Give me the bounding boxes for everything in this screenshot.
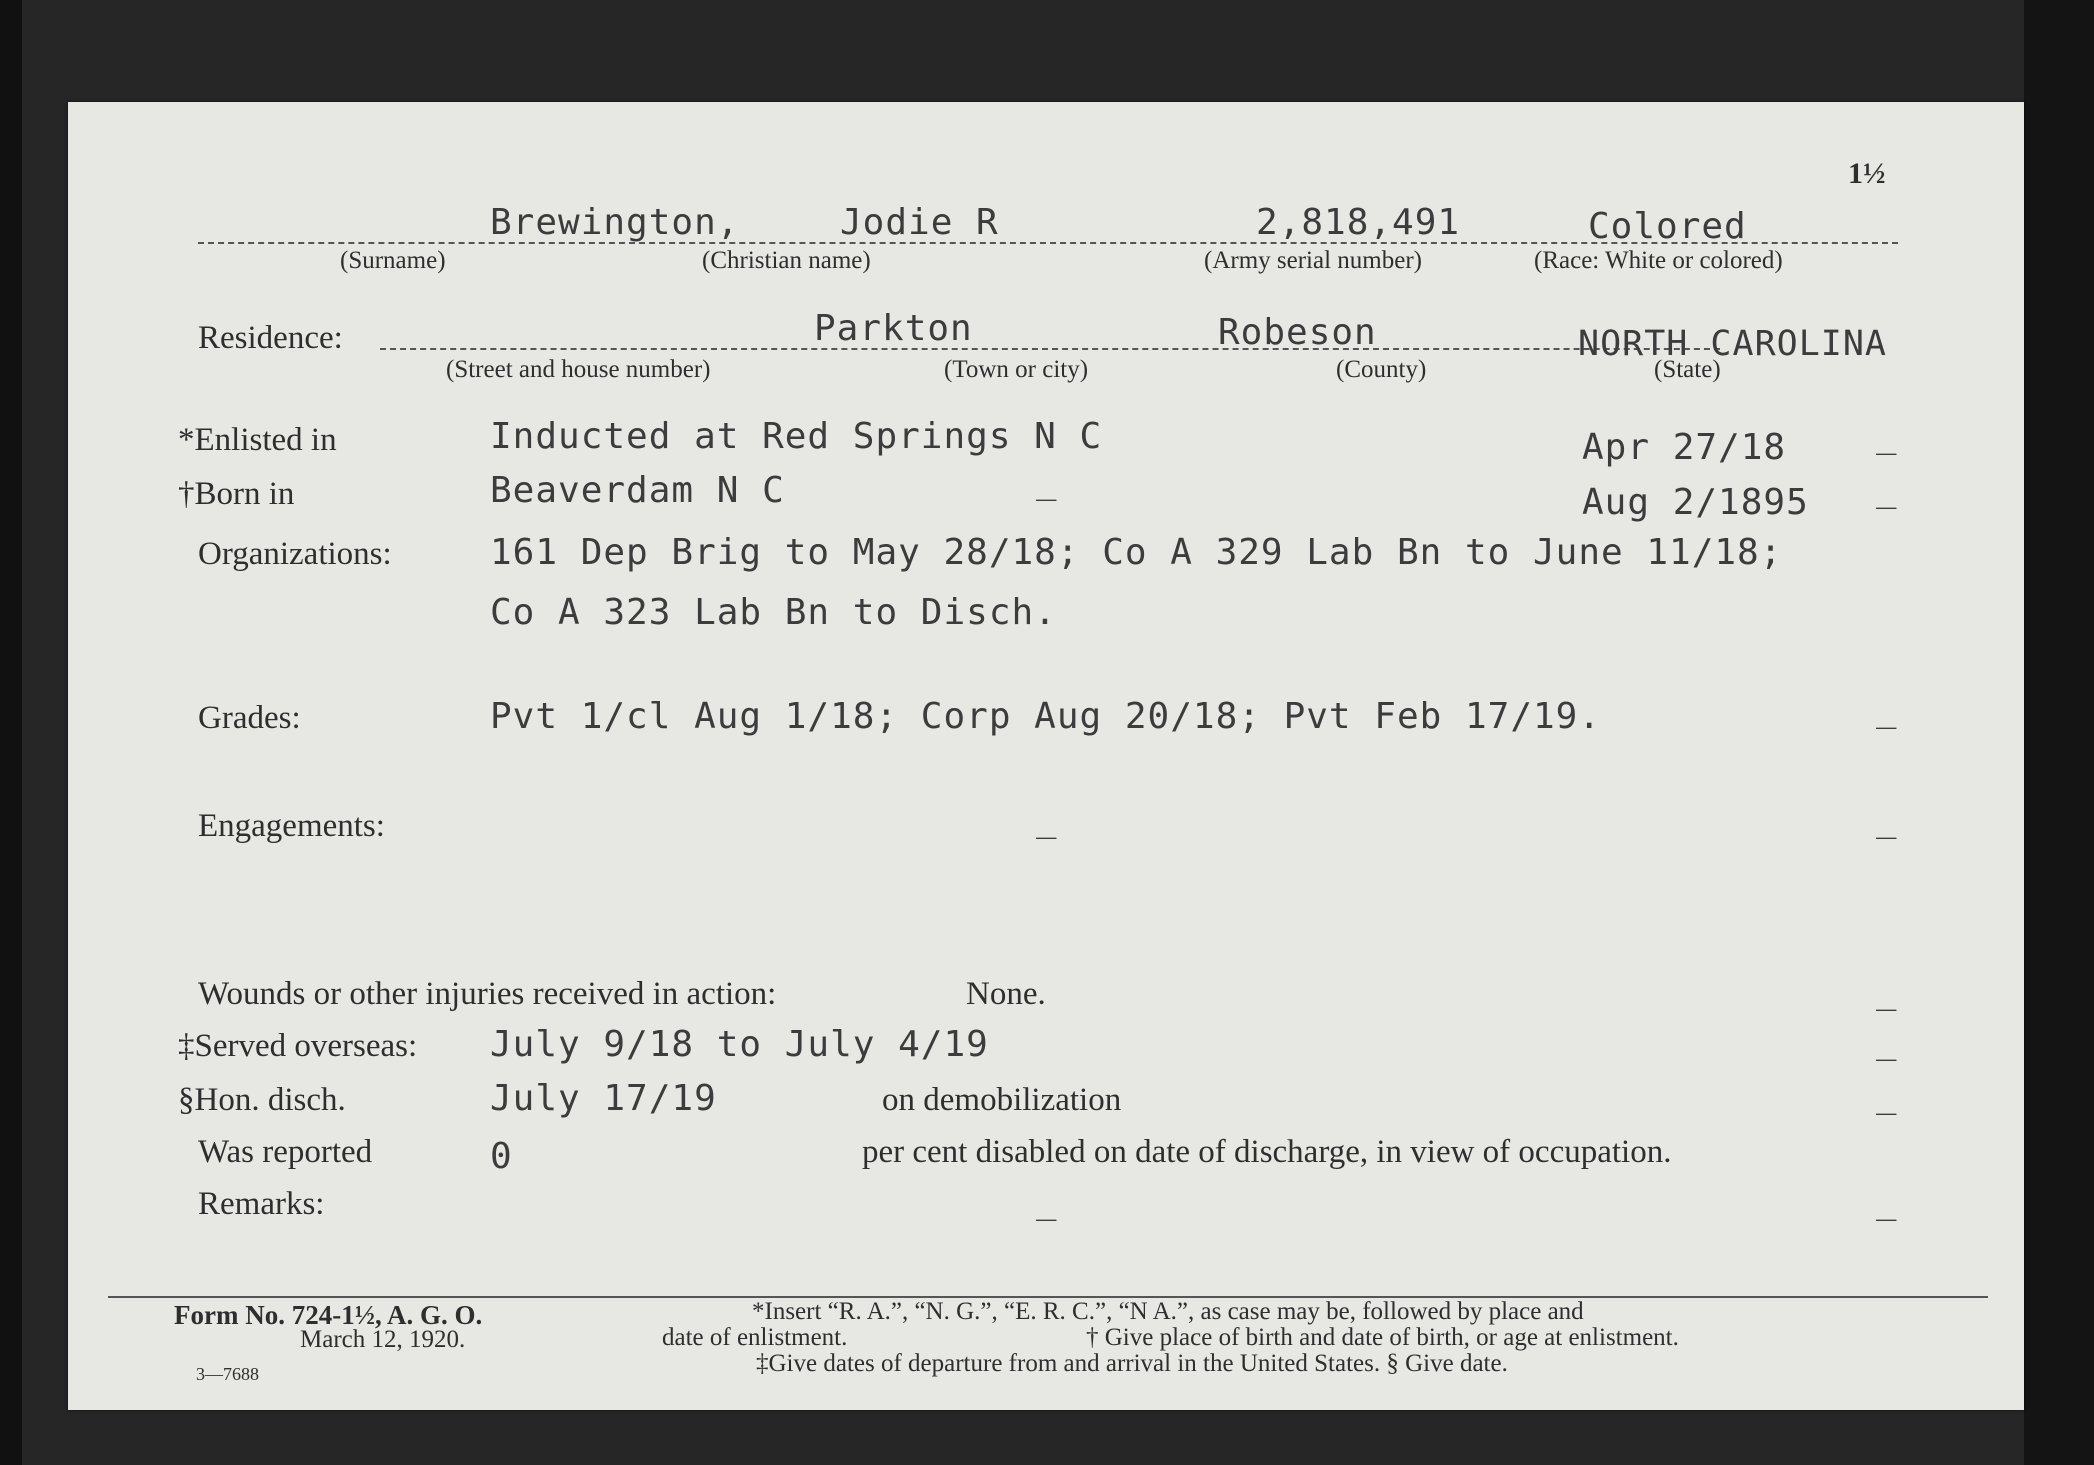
town-caption: (Town or city) [944,356,1089,383]
overseas-value: July 9/18 to July 4/19 [490,1024,989,1065]
race-value: Colored [1588,206,1747,247]
county-value: Robeson [1218,312,1377,353]
remarks-mid-dash: _ [1036,1182,1057,1222]
engagements-dash: _ [1876,800,1897,840]
organizations-line1: 161 Dep Brig to May 28/18; Co A 329 Lab Bn to June 11/18; [490,532,1783,573]
scan-edge-left [0,0,22,1465]
race-caption: (Race: White or colored) [1534,247,1783,274]
reported-label: Was reported [198,1134,373,1170]
footnote-overseas: ‡Give dates of departure from and arrival in the United States. § Give date. [756,1350,1508,1377]
born-place: Beaverdam N C [490,470,785,511]
grades-value: Pvt 1/cl Aug 1/18; Corp Aug 20/18; Pvt Feb 17/19. [490,696,1602,737]
discharge-reason: on demobilization [882,1082,1122,1118]
corner-number: 1½ [1848,157,1886,190]
discharge-dash: _ [1876,1076,1897,1116]
serial-number-value: 2,818,491 [1256,202,1461,243]
residence-rule [380,348,1720,350]
county-caption: (County) [1336,356,1427,383]
wounds-value: None. [966,976,1046,1012]
overseas-label: ‡Served overseas: [178,1028,418,1064]
organizations-line2: Co A 323 Lab Bn to Disch. [490,592,1057,633]
service-record-card [68,102,2024,1410]
grades-label: Grades: [198,700,301,736]
grades-dash: _ [1876,690,1897,730]
enlisted-place: Inducted at Red Springs N C [490,416,1103,457]
state-caption: (State) [1654,356,1721,383]
residence-label: Residence: [198,320,343,356]
engagements-mid-dash: _ [1036,800,1057,840]
discharge-label: §Hon. disch. [178,1082,346,1118]
wounds-label: Wounds or other injuries received in action: [198,976,777,1012]
born-label: †Born in [178,476,295,512]
enlisted-label: *Enlisted in [178,422,337,458]
enlisted-date: Apr 27/18 [1582,427,1787,468]
serial-number-caption: (Army serial number) [1204,247,1422,274]
surname-caption: (Surname) [340,247,446,274]
reported-text: per cent disabled on date of discharge, in view of occupation. [862,1134,1672,1170]
born-date: Aug 2/1895 [1582,482,1809,523]
street-caption: (Street and house number) [446,356,711,383]
identity-rule [198,242,1898,244]
born-dash: _ [1876,470,1897,510]
reported-value: 0 [490,1136,513,1177]
enlisted-dash: _ [1876,416,1897,456]
footnote-enlistment-date: date of enlistment. [662,1324,848,1351]
christian-name-caption: (Christian name) [702,247,871,274]
form-number: Form No. 724-1½, A. G. O. [174,1300,483,1330]
wounds-dash: _ [1876,972,1897,1012]
remarks-label: Remarks: [198,1186,325,1222]
scan-edge-right [2024,0,2094,1465]
surname-value: Brewington, [490,202,740,243]
overseas-dash: _ [1876,1022,1897,1062]
state-value: NORTH CAROLINA [1578,324,1888,364]
born-mid-dash: _ [1036,462,1057,502]
engagements-label: Engagements: [198,808,385,844]
form-code: 3—7688 [196,1364,259,1384]
organizations-label: Organizations: [198,536,392,572]
christian-name-value: Jodie R [840,202,999,243]
remarks-dash: _ [1876,1182,1897,1222]
form-date: March 12, 1920. [300,1326,466,1353]
footnote-enlistment: *Insert “R. A.”, “N. G.”, “E. R. C.”, “N A.”, as case may be, followed by place and [752,1298,1584,1325]
town-value: Parkton [814,308,973,349]
footnote-birth: † Give place of birth and date of birth, or age at enlistment. [1086,1324,1679,1351]
discharge-date: July 17/19 [490,1078,717,1119]
